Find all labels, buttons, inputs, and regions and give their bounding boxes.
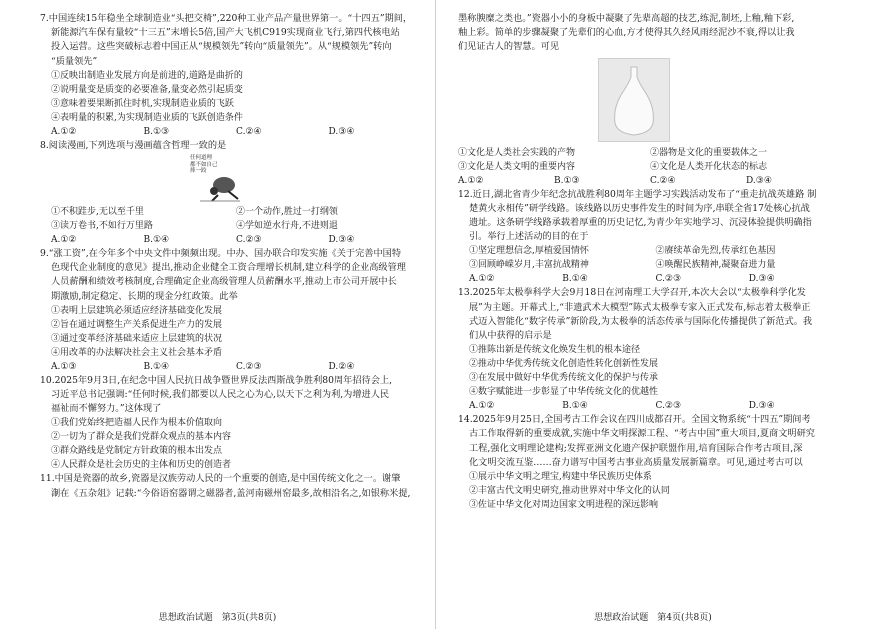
- porcelain-vase-image: [598, 58, 670, 142]
- question-12: 12.近日,湖北省青少年纪念抗战胜利80周年主题学习实践活动发布了“重走抗战英雄路 制 楚黄火永相传”研学线路。该线路以历史事件发生的时间为序,串联全省17处核心抗战 遗址。这条研学线路承载着厚重的历史记忆,为青少年实地学习、沉浸体验提供明确指 引。举行上述活动的目的在于 ①坚定理想信念,厚植爱国情怀 ②赓续革命先烈,传承红色基因 ③回顾峥嵘岁月,丰富抗战精神 ④唤醒民族精神,凝聚奋进力量 A.①② B.①④ C.②③ D.③④: [458, 188, 842, 287]
- question-13: 13.2025年太极拳科学大会9月18日在河南理工大学召开,本次大会以“太极拳科学化发 展”为主题。开幕式上,“非遗武术大模型”陈式太极拳专家入正式发布,标志着太极拳正 式迈入智能化“数字传承”新阶段,为太极拳的活态传承与国际化传播提供了新范式。我 们从中获得的启示是 ①推陈出新是传统文化焕发生机的根本途径 ②推动中华优秀传统文化创造性转化创新性发展 ③在发展中做好中华优秀传统文化的保护与传承 ④数字赋能进一步彰显了中华传统文化的优越性 A.①② B.①④ C.②③ D.③④: [458, 286, 842, 413]
- answer-choices: A.①② B.①③ C.②④ D.③④: [458, 175, 772, 186]
- vase-icon: [599, 59, 669, 141]
- question-9: 9.“涨工资”,在今年多个中央文件中频频出现。中办、国办联合印发实施《关于完善中国特 色现代企业制度的意见》提出,推动企业健全工资合理增长机制,建立科学的企业高级管理 人员薪酬和绩效考核制度,合理确定企业高级管理人员薪酬水平,推动上市公司开展中长 期激励,制定稳定、长期的现金分红政策。此举 ①表明上层建筑必须适应经济基础变化发展 ②旨在通过调整生产关系促进生产力的发展 ③通过变革经济基础来适应上层建筑的状况 ④用改革的办法解决社会主义社会基本矛盾 A.①③ B.①④ C.②③ D.②④: [40, 247, 421, 374]
- answer-choices: A.①③ B.①④ C.②③ D.②④: [51, 361, 355, 372]
- page-footer: 思想政治试题 第3页(共8页): [158, 613, 277, 623]
- question-10: 10.2025年9月3日,在纪念中国人民抗日战争暨世界反法西斯战争胜利80周年招待会上, 习近平总书记强调:“任何时候,我们都要以人民之心为心,以天下之利为利,为增进人民 福祉而不懈努力。”这体现了 ①我们党始终把造福人民作为根本价值取向 ②一切为了群众是我们党群众观点的基本内容 ③群众路线是党制定方针政策的根本出发点 ④人民群众是社会历史的主体和历史的创造者: [40, 374, 393, 471]
- answer-choices: A.①② B.①④ C.②③ D.③④: [469, 401, 775, 412]
- question-7: 7.中国连续15年稳坐全球制造业“头把交椅”,220种工业产品产量世界第一。“十四五”期间， 新能源汽车保有量较“十三五”末增长5倍,国产大飞机C919实现商业飞行,第四代核电站 投入运营。这些突破标志着中国正从“规模领先”转向“质量领先”。从“规模领先”转向 “质量领先” ①反映出制造业发展方向是前进的,道路是曲折的 ②说明量变是质变的必要准备,量变必然引起质变 ③意味着要果断抓住时机,实现制造业质的飞跃 ④表明量的积累,为实现制造业质的飞跃创造条件 A.①② B.①③ C.②④ D.③④: [40, 12, 421, 139]
- question-14: 14.2025年9月25日,全国考古工作会议在四川成都召开。全国文物系统“十四五”期间考 古工作取得新的重要成就,实施中华文明探源工程、“考古中国”重大项目,夏商文明研究 工程,强化文明理论建构;发挥亚洲文化遗产保护联盟作用,培育国际合作考古项目,深 化文明交流互鉴……奋力谱写中国考古事业高质量发展新篇章。可见,通过考古可以 ①展示中华文明之理宝,构建中华民族历史体系 ②丰富古代文明史研究,推动世界对中华文化的认同 ③佐证中华文化对周边国家文明进程的深远影响: [458, 414, 815, 511]
- page-footer: 思想政治试题 第4页(共8页): [594, 613, 712, 623]
- answer-choices: A.①② B.①④ C.②③ D.③④: [469, 274, 775, 285]
- question-11-continued: 墨称腴糜之类也。”瓷器小小的身板中凝聚了先辈高超的技艺,练泥,制坯,上釉,釉下彩, 釉上彩。简单的步骤凝聚了先辈们的心血,方才使得其久经风雨经泥沙不衰,得以让我 们见证古人的智慧。可见 ①文化是人类社会实践的产物 ②器物是文化的重要载体之一 ③文化是人类文明的重要内容 ④文化是人类开化状态的标志 A.①② B.①③ C.②④ D.③④: [458, 12, 842, 188]
- question-8: 8.阅读漫画,下列选项与漫画蕴含哲理一致的是 任何道理 都不如自己 摔一跤 ①不积跬步,无以至千里 ②一个动作,胜过一打纲领 ③读万卷书,不如行万里路 ④学如逆水行舟,不进则退 A.①② B.①④ C.②③ D.③④: [40, 139, 421, 247]
- answer-choices: A.①② B.①④ C.②③ D.③④: [51, 235, 355, 246]
- answer-choices: A.①② B.①③ C.②④ D.③④: [51, 126, 355, 137]
- comic-illustration: 任何道理 都不如自己 摔一跤: [190, 155, 244, 203]
- question-11: 11.中国是瓷器的故乡,瓷器是汉族劳动人民的一个重要的创造,是中国传统文化之一。谢肇 淛在《五杂俎》记载:“今俗语窑器谓之磁器者,盖河南磁州窑最多,故相沿名之,如银称米提,: [40, 473, 411, 499]
- right-page: [435, 0, 870, 629]
